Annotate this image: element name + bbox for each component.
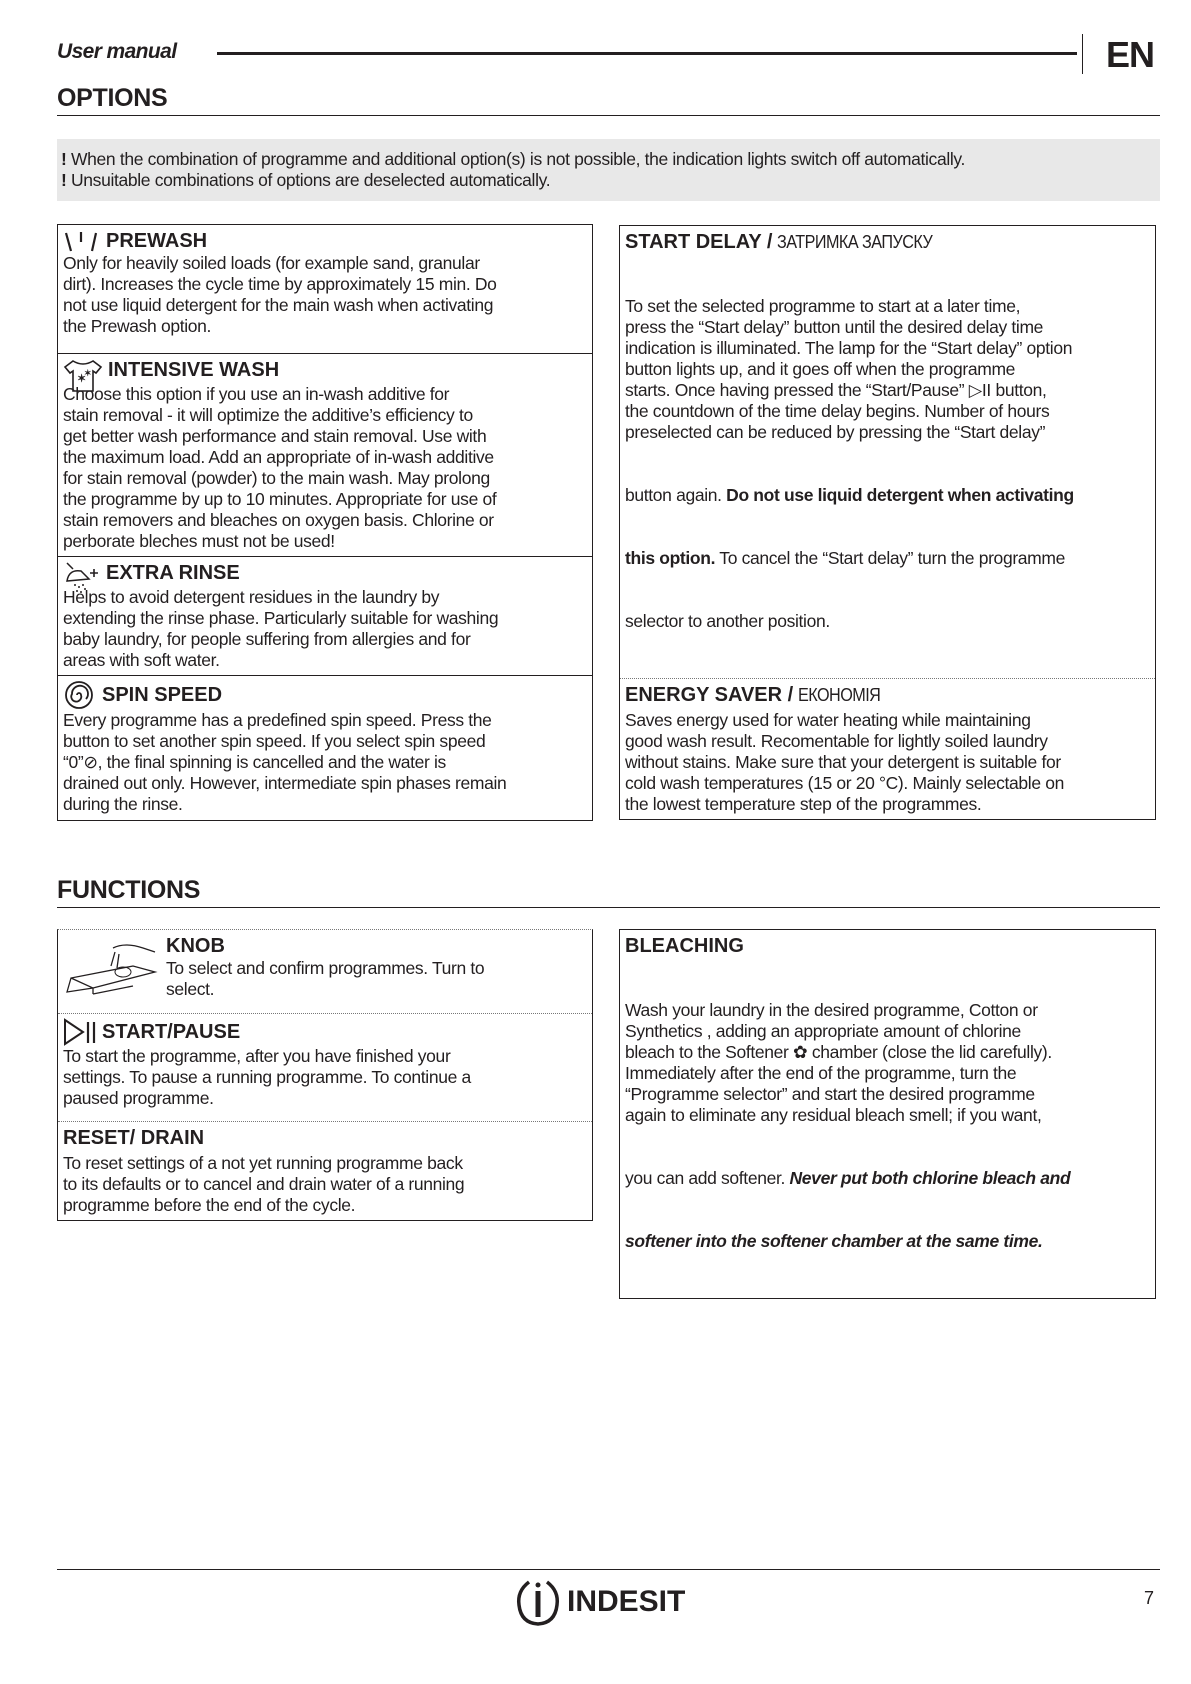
note-mark: !	[61, 170, 67, 190]
options-title: OPTIONS	[57, 84, 168, 112]
prewash-icon	[63, 229, 101, 253]
function-description	[166, 958, 484, 1000]
note-line: When the combination of programme and additional option(s) is not possible, the indication lights switch off automatically.	[71, 149, 966, 169]
text-line: the maximum load. Add an appropriate of in-wash additive	[63, 447, 494, 467]
function-start-pause	[58, 1013, 592, 1121]
text: button again.	[625, 485, 727, 505]
svg-text:✶: ✶	[84, 368, 92, 378]
text-line: for stain removal (powder) to the main wash. May prolong	[63, 468, 490, 488]
option-spin-speed	[58, 675, 592, 820]
option-intensive-wash	[58, 353, 592, 556]
text-line: starts. Once having pressed the “Start/Pause” ▷II button,	[625, 380, 1047, 400]
option-description	[625, 710, 1150, 815]
header-title: User manual	[57, 40, 177, 63]
text-line: again to eliminate any residual bleach smell; if you want,	[625, 1105, 1042, 1125]
option-title: EXTRA RINSE	[106, 562, 240, 584]
option-description	[63, 710, 587, 815]
text-line: To reset settings of a not yet running programme back	[63, 1153, 463, 1173]
text-line: press the “Start delay” button until the desired delay time	[625, 317, 1044, 337]
text-line: the programme by up to 10 minutes. Appropriate for use of	[63, 489, 497, 509]
function-title: START/PAUSE	[102, 1021, 241, 1043]
text-line: Every programme has a predefined spin speed. Press the	[63, 710, 492, 730]
option-extra-rinse	[58, 556, 592, 675]
text-line: button lights up, and it goes off when the programme	[625, 359, 1016, 379]
option-subtitle: ЕКОНОМІЯ	[798, 685, 881, 705]
text-line: areas with soft water.	[63, 650, 220, 670]
function-title: BLEACHING	[625, 935, 744, 957]
text-line: extending the rinse phase. Particularly suitable for washing	[63, 608, 499, 628]
text-line: button to set another spin speed. If you select spin speed	[63, 731, 486, 751]
functions-title: FUNCTIONS	[57, 876, 201, 904]
text-line: select.	[166, 979, 215, 999]
text-line: bleach to the Softener ✿ chamber (close the lid carefully).	[625, 1042, 1052, 1062]
brand-logo-icon	[515, 1577, 561, 1627]
text-line: Synthetics , adding an appropriate amount of chlorine	[625, 1021, 1021, 1041]
text-line: settings. To pause a running programme. To continue a	[63, 1067, 471, 1087]
functions-rule	[57, 907, 1160, 908]
text-line: the Prewash option.	[63, 316, 212, 336]
function-bleaching	[620, 930, 1155, 1298]
text-line: stain removal - it will optimize the additive’s efficiency to	[63, 405, 473, 425]
language-code: EN	[1106, 34, 1155, 75]
text-line: drained out only. However, intermediate spin phases remain	[63, 773, 507, 793]
option-description	[63, 587, 587, 671]
function-description	[625, 1000, 1150, 1126]
knob-hand-icon	[63, 934, 158, 1009]
text-line: To start the programme, after you have finished your	[63, 1046, 451, 1066]
text-line: Saves energy used for water heating while maintaining	[625, 710, 1031, 730]
brand-logo	[515, 1577, 685, 1627]
warning-text: softener into the softener chamber at the same time.	[625, 1231, 1043, 1251]
play-pause-icon	[63, 1018, 97, 1046]
text-line: without stains. Make sure that your detergent is suitable for	[625, 752, 1061, 772]
option-energy-saver	[620, 678, 1155, 819]
option-title: SPIN SPEED	[102, 684, 223, 706]
option-description	[63, 253, 587, 337]
function-title: KNOB	[166, 935, 225, 957]
text-line: Immediately after the end of the programme, turn the	[625, 1063, 1017, 1083]
options-note	[57, 139, 1160, 201]
function-description	[63, 1046, 587, 1109]
options-right-box	[619, 225, 1156, 820]
text-line: to its defaults or to cancel and drain water of a running	[63, 1174, 465, 1194]
text-line: Choose this option if you use an in-wash additive for	[63, 384, 450, 404]
note-mark: !	[61, 149, 67, 169]
text-line: during the rinse.	[63, 794, 183, 814]
text-line: get better wash performance and stain removal. Use with	[63, 426, 487, 446]
option-description	[63, 384, 587, 552]
text-line: Helps to avoid detergent residues in the laundry by	[63, 587, 440, 607]
option-start-delay	[620, 226, 1155, 678]
function-reset-drain	[58, 1121, 592, 1220]
svg-text:✶: ✶	[77, 373, 87, 385]
text-line: To set the selected programme to start at a later time,	[625, 296, 1021, 316]
text: you can add softener.	[625, 1168, 790, 1188]
function-title: RESET/ DRAIN	[63, 1127, 205, 1149]
option-description	[625, 296, 1150, 443]
option-subtitle: ЗАТРИМКА ЗАПУСКУ	[777, 232, 933, 252]
text: selector to another position.	[625, 611, 830, 631]
option-title: START DELAY /	[625, 231, 773, 253]
options-rule	[57, 115, 1160, 116]
header-divider	[1082, 34, 1083, 74]
text-line: perborate bleches must not be used!	[63, 531, 335, 551]
option-title: ENERGY SAVER /	[625, 684, 794, 706]
text-line: “Programme selector” and start the desired programme	[625, 1084, 1035, 1104]
option-prewash	[58, 225, 592, 353]
function-knob	[58, 930, 592, 1013]
warning-text: this option.	[625, 548, 716, 568]
text-line: cold wash temperatures (15 or 20 °C). Mainly selectable on	[625, 773, 1064, 793]
text-line: preselected can be reduced by pressing the “Start delay”	[625, 422, 1046, 442]
text-line: paused programme.	[63, 1088, 214, 1108]
option-title: PREWASH	[106, 230, 208, 252]
footer-rule	[57, 1569, 1160, 1570]
text: To cancel the “Start delay” turn the programme	[715, 548, 1066, 568]
bleaching-box	[619, 929, 1156, 1299]
brand-name: INDESIT	[567, 1585, 686, 1618]
header-rule	[217, 52, 1077, 55]
options-left-box	[57, 224, 593, 821]
warning-text: Never put both chlorine bleach and	[789, 1168, 1071, 1188]
text-line: good wash result. Recomentable for lightly soiled laundry	[625, 731, 1048, 751]
note-line: Unsuitable combinations of options are deselected automatically.	[71, 170, 551, 190]
warning-text: Do not use liquid detergent when activating	[726, 485, 1074, 505]
text-line: the lowest temperature step of the programmes.	[625, 794, 982, 814]
text-line: programme before the end of the cycle.	[63, 1195, 356, 1215]
option-title: INTENSIVE WASH	[108, 359, 280, 381]
page-number: 7	[1144, 1588, 1155, 1608]
function-description	[63, 1153, 587, 1216]
text-line: baby laundry, for people suffering from allergies and for	[63, 629, 471, 649]
text-line: not use liquid detergent for the main wash when activating	[63, 295, 494, 315]
text-line: indication is illuminated. The lamp for the “Start delay” option	[625, 338, 1073, 358]
text-line: stain removers and bleaches on oxygen basis. Chlorine or	[63, 510, 494, 530]
text-line: To select and confirm programmes. Turn to	[166, 958, 485, 978]
text-line: Wash your laundry in the desired programme, Cotton or	[625, 1000, 1038, 1020]
text-line: dirt). Increases the cycle time by approximately 15 min. Do	[63, 274, 497, 294]
text-line: Only for heavily soiled loads (for example sand, granular	[63, 253, 480, 273]
text-line: the countdown of the time delay begins. Number of hours	[625, 401, 1050, 421]
text-line: “0”⊘, the final spinning is cancelled and the water is	[63, 752, 446, 772]
spiral-icon	[63, 680, 97, 710]
functions-left-box	[57, 929, 593, 1221]
